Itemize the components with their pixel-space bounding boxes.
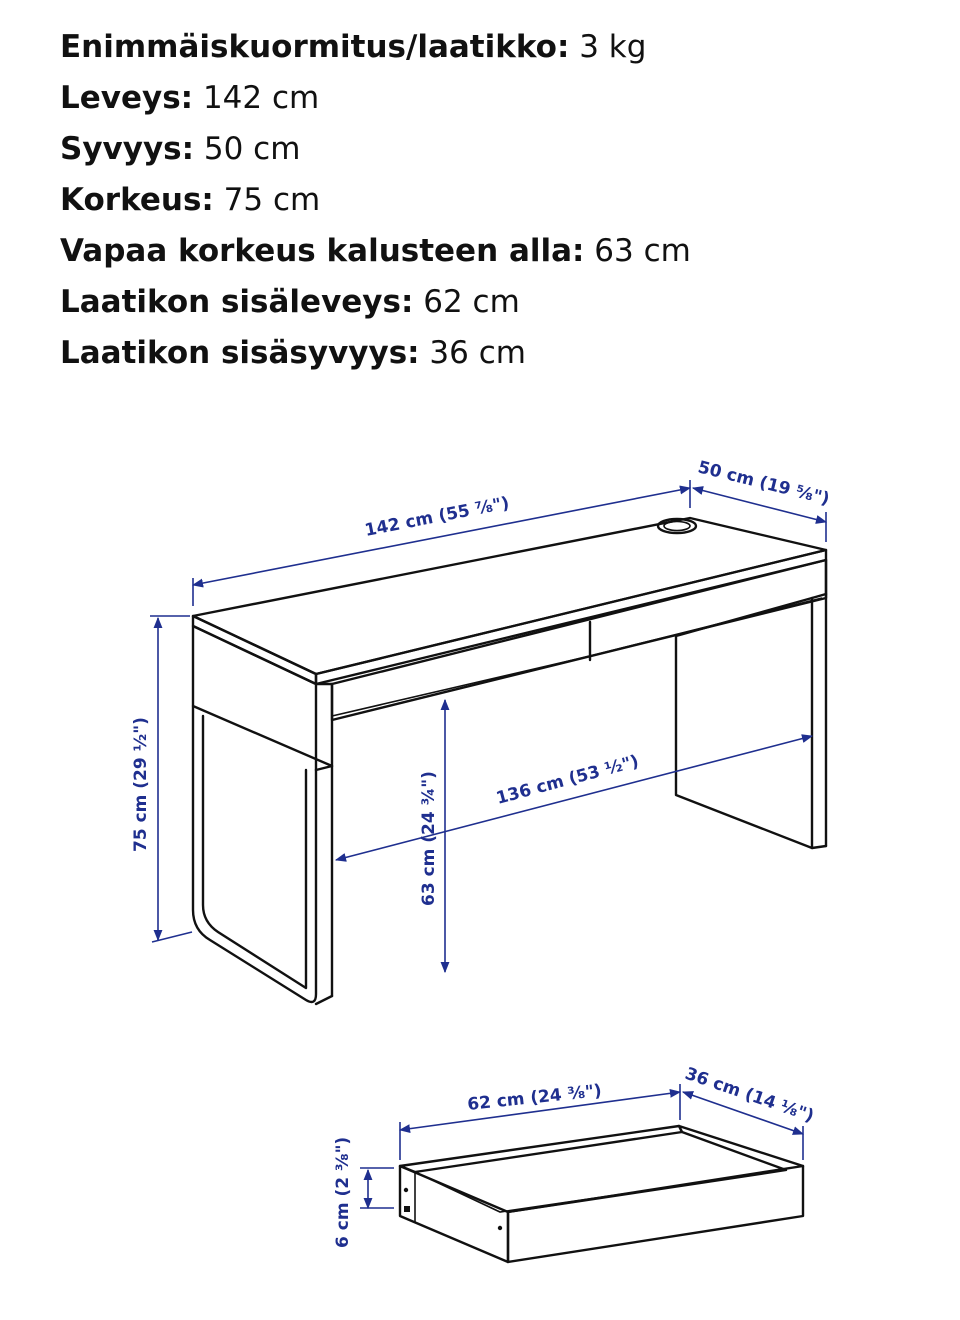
drawer-front-panel <box>400 1166 508 1262</box>
desk-drawing <box>193 518 826 1004</box>
dim-desk-depth-label: 50 cm (19 ⅝") <box>695 457 832 510</box>
spec-row-clearance: Vapaa korkeus kalusteen alla: 63 cm <box>60 233 691 269</box>
spec-row-drawer-inner-depth: Laatikon sisäsyvyys: 36 cm <box>60 335 526 371</box>
dim-drawer-height-label: 6 cm (2 ⅜") <box>333 1136 353 1248</box>
drawer-back-wall <box>508 1126 803 1262</box>
desk-front-edge <box>193 616 316 684</box>
dim-desk-width-label: 142 cm (55 ⅞") <box>363 493 511 541</box>
spec-row-depth: Syvyys: 50 cm <box>60 131 301 167</box>
desk-top-surface <box>193 518 826 674</box>
spec-row-drawer-inner-width: Laatikon sisäleveys: 62 cm <box>60 284 520 320</box>
dim-inner-width-label: 136 cm (53 ½") <box>494 751 641 809</box>
drawer-drawing <box>400 1126 803 1262</box>
dim-desk-width-line <box>193 488 690 585</box>
dim-clearance-label: 63 cm (24 ¾") <box>419 771 439 906</box>
dim-drawer-width-label: 62 cm (24 ⅜") <box>466 1080 603 1115</box>
dim-drawer-depth-label: 36 cm (14 ⅛") <box>682 1063 817 1127</box>
drawer-left-wall <box>400 1126 682 1172</box>
spec-row-width: Leveys: 142 cm <box>60 80 320 116</box>
dim-inner-width-line <box>336 736 812 860</box>
spec-row-max-load: Enimmäiskuormitus/laatikko: 3 kg <box>60 29 647 65</box>
desk-right-leg <box>676 598 812 848</box>
desk-dimension-lines <box>150 480 826 972</box>
spec-row-height: Korkeus: 75 cm <box>60 182 321 218</box>
desk-apron <box>332 560 826 720</box>
desk-left-block <box>193 626 332 766</box>
dim-desk-height-label: 75 cm (29 ½") <box>131 717 151 852</box>
